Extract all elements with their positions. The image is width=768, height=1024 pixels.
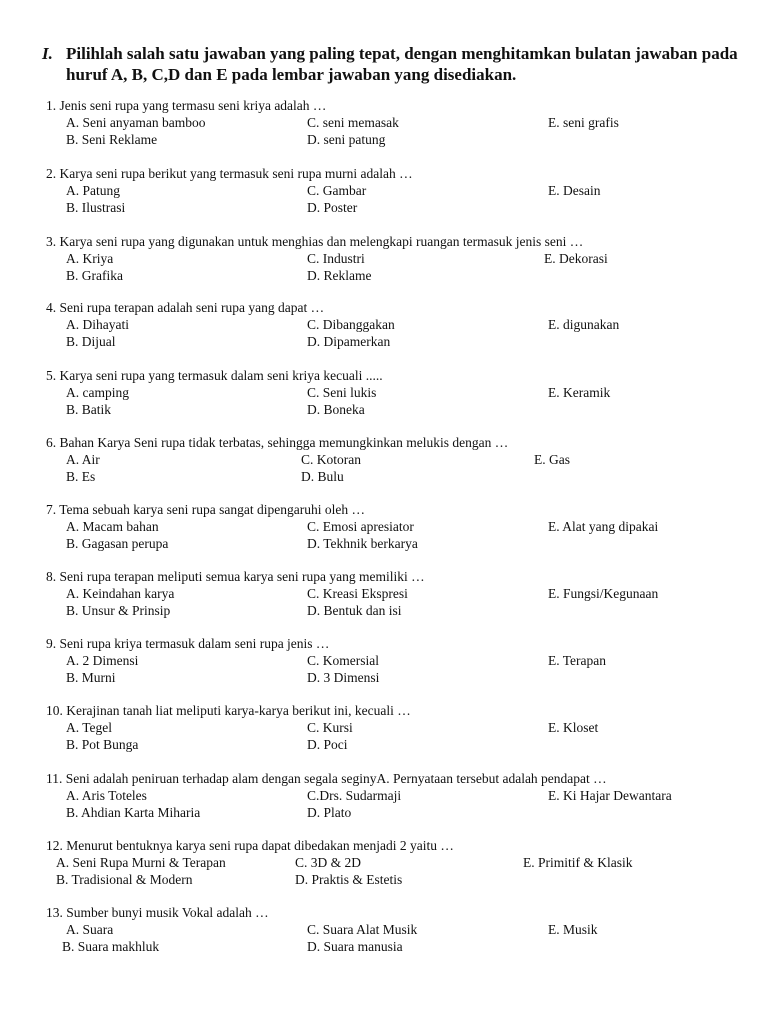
option-row	[46, 115, 758, 132]
option-d: D. Boneka	[307, 401, 365, 417]
option-a: A. Tegel	[66, 719, 113, 735]
option-c: C. Komersial	[307, 652, 379, 668]
option-row	[46, 385, 758, 402]
option-row	[46, 200, 758, 217]
option-row	[46, 536, 758, 553]
option-d: D. Tekhnik berkarya	[307, 535, 418, 551]
option-e: E. Desain	[548, 182, 601, 198]
option-e: E. Alat yang dipakai	[548, 518, 659, 534]
option-c: C. Industri	[307, 250, 365, 266]
option-row	[46, 586, 758, 603]
question-stem: 9. Seni rupa kriya termasuk dalam seni rupa jenis …	[46, 636, 330, 651]
option-row	[46, 737, 758, 754]
option-c: C. Kursi	[307, 719, 353, 735]
option-e: E. Fungsi/Kegunaan	[548, 585, 659, 601]
question-12	[46, 838, 758, 888]
question-5	[46, 368, 758, 418]
question-stem: 3. Karya seni rupa yang digunakan untuk menghias dan melengkapi ruangan termasuk jenis seni …	[46, 234, 584, 249]
option-e: E. Terapan	[548, 652, 607, 668]
option-row	[46, 805, 758, 822]
option-b: B. Pot Bunga	[66, 736, 139, 752]
option-d: D. Poster	[307, 199, 358, 215]
question-13	[46, 905, 758, 955]
option-e: E. Musik	[548, 921, 598, 937]
question-stem: 4. Seni rupa terapan adalah seni rupa yang dapat …	[46, 300, 325, 315]
option-e: E. Dekorasi	[544, 250, 608, 266]
question-10	[46, 703, 758, 753]
option-d: D. Dipamerkan	[307, 333, 391, 349]
instruction-text: Pilihlah salah satu jawaban yang paling tepat, dengan menghitamkan bulatan jawaban pada huruf A, B, C,D dan E pada lembar jawaban yang disediakan.	[66, 44, 738, 84]
question-stem: 2. Karya seni rupa berikut yang termasuk seni rupa murni adalah …	[46, 166, 413, 181]
option-d: D. Plato	[307, 804, 352, 820]
question-3	[46, 234, 758, 284]
option-row	[46, 922, 758, 939]
question-stem: 11. Seni adalah peniruan terhadap alam dengan segala seginyA. Pernyataan tersebut adalah pendapat …	[46, 771, 607, 786]
option-a: A. camping	[66, 384, 129, 400]
option-a: A. Seni anyaman bamboo	[66, 114, 206, 130]
option-c: C. Kreasi Ekspresi	[307, 585, 408, 601]
option-c: C.Drs. Sudarmaji	[307, 787, 402, 803]
question-4	[46, 300, 758, 350]
option-a: A. Keindahan karya	[66, 585, 175, 601]
option-c: C. Gambar	[307, 182, 367, 198]
option-row	[46, 670, 758, 687]
option-d: D. 3 Dimensi	[307, 669, 380, 685]
question-stem: 6. Bahan Karya Seni rupa tidak terbatas, sehingga memungkinkan melukis dengan …	[46, 435, 509, 450]
question-7	[46, 502, 758, 552]
instruction-number: I.	[42, 44, 53, 63]
option-b: B. Unsur & Prinsip	[66, 602, 171, 618]
option-d: D. Bentuk dan isi	[307, 602, 402, 618]
option-d: D. Reklame	[307, 267, 372, 283]
option-b: B. Ahdian Karta Miharia	[66, 804, 201, 820]
question-stem: 12. Menurut bentuknya karya seni rupa dapat dibedakan menjadi 2 yaitu …	[46, 838, 454, 853]
option-row	[46, 720, 758, 737]
option-e: E. seni grafis	[548, 114, 619, 130]
option-e: E. Primitif & Klasik	[523, 854, 633, 870]
question-8	[46, 569, 758, 619]
option-row	[46, 334, 758, 351]
option-b: B. Tradisional & Modern	[56, 871, 193, 887]
option-b: B. Grafika	[66, 267, 123, 283]
option-a: A. 2 Dimensi	[66, 652, 139, 668]
option-b: B. Batik	[66, 401, 112, 417]
option-a: A. Macam bahan	[66, 518, 159, 534]
option-row	[46, 872, 758, 889]
option-c: C. Suara Alat Musik	[307, 921, 418, 937]
option-row	[46, 452, 758, 469]
option-b: B. Ilustrasi	[66, 199, 126, 215]
option-c: C. Seni lukis	[307, 384, 377, 400]
question-1	[46, 98, 758, 148]
option-row	[46, 251, 758, 268]
question-stem: 5. Karya seni rupa yang termasuk dalam seni kriya kecuali .....	[46, 368, 383, 383]
question-stem: 1. Jenis seni rupa yang termasu seni kriya adalah …	[46, 98, 327, 113]
question-9	[46, 636, 758, 686]
option-row	[46, 603, 758, 620]
option-a: A. Patung	[66, 182, 120, 198]
option-row	[46, 402, 758, 419]
question-11	[46, 771, 758, 821]
option-c: C. Emosi apresiator	[307, 518, 414, 534]
option-row	[46, 183, 758, 200]
option-b: B. Suara makhluk	[62, 938, 160, 954]
option-row	[46, 317, 758, 334]
option-row	[46, 788, 758, 805]
option-e: E. digunakan	[548, 316, 620, 332]
option-b: B. Dijual	[66, 333, 116, 349]
option-row	[46, 132, 758, 149]
option-d: D. Praktis & Estetis	[295, 871, 403, 887]
question-stem: 13. Sumber bunyi musik Vokal adalah …	[46, 905, 269, 920]
option-c: C. 3D & 2D	[295, 854, 362, 870]
option-a: A. Kriya	[66, 250, 114, 266]
instruction	[40, 43, 740, 85]
option-b: B. Murni	[66, 669, 116, 685]
option-b: B. Es	[66, 468, 96, 484]
option-d: D. Poci	[307, 736, 348, 752]
option-row	[46, 939, 758, 956]
option-a: A. Suara	[66, 921, 114, 937]
option-b: B. Gagasan perupa	[66, 535, 169, 551]
option-a: A. Aris Toteles	[66, 787, 147, 803]
option-c: C. seni memasak	[307, 114, 399, 130]
option-e: E. Ki Hajar Dewantara	[548, 787, 672, 803]
question-stem: 8. Seni rupa terapan meliputi semua karya seni rupa yang memiliki …	[46, 569, 425, 584]
option-row	[46, 469, 758, 486]
option-d: D. Suara manusia	[307, 938, 403, 954]
option-row	[46, 268, 758, 285]
option-a: A. Dihayati	[66, 316, 129, 332]
option-a: A. Air	[66, 451, 100, 467]
option-c: C. Dibanggakan	[307, 316, 395, 332]
option-d: D. Bulu	[301, 468, 344, 484]
option-c: C. Kotoran	[301, 451, 361, 467]
option-row	[46, 855, 758, 872]
option-e: E. Gas	[534, 451, 570, 467]
option-a: A. Seni Rupa Murni & Terapan	[56, 854, 226, 870]
option-row	[46, 519, 758, 536]
option-d: D. seni patung	[307, 131, 386, 147]
question-6	[46, 435, 758, 485]
question-2	[46, 166, 758, 216]
question-stem: 7. Tema sebuah karya seni rupa sangat dipengaruhi oleh …	[46, 502, 365, 517]
option-row	[46, 653, 758, 670]
option-e: E. Kloset	[548, 719, 599, 735]
question-stem: 10. Kerajinan tanah liat meliputi karya-karya berikut ini, kecuali …	[46, 703, 411, 718]
option-e: E. Keramik	[548, 384, 611, 400]
option-b: B. Seni Reklame	[66, 131, 158, 147]
